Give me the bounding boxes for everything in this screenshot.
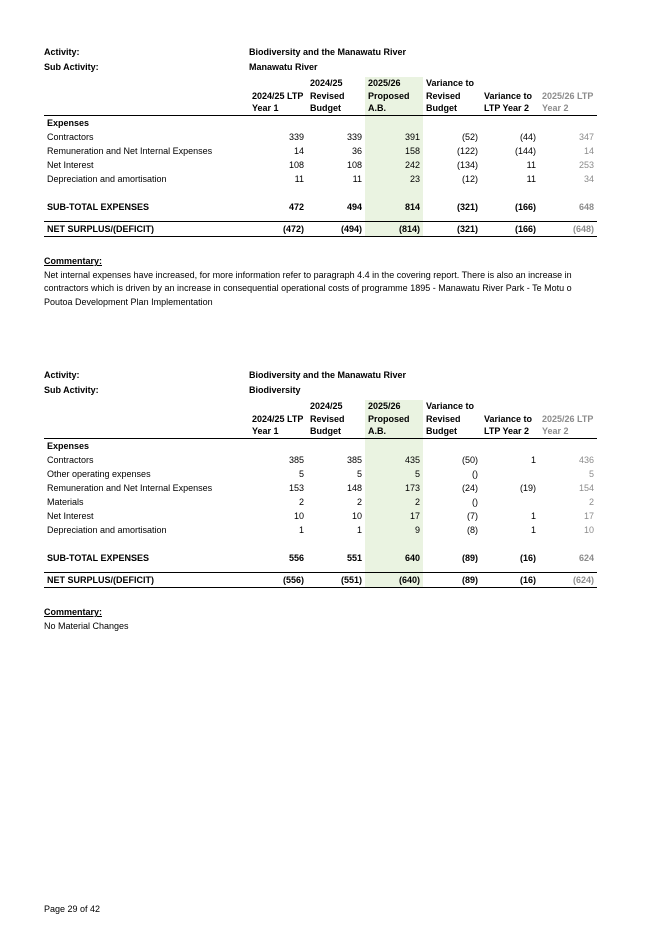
cell-value: 814	[365, 200, 423, 214]
table-row	[44, 467, 597, 481]
cell-value: 36	[351, 146, 362, 157]
cell-value	[481, 467, 539, 481]
net-surplus-row	[44, 222, 597, 237]
header-row	[44, 400, 597, 413]
column-header: 2025/26 LTP	[542, 413, 594, 424]
row-label: Remuneration and Net Internal Expenses	[47, 146, 213, 157]
sub-activity-value: Manawatu River	[249, 62, 318, 72]
column-header: A.B.	[365, 102, 423, 115]
activity-section-1	[44, 47, 597, 309]
cell-value: 1	[298, 525, 304, 536]
cell-value: 23	[365, 172, 423, 186]
cell-value: (556)	[249, 573, 307, 588]
cell-value: (648)	[539, 222, 597, 237]
column-header: Budget	[307, 102, 365, 115]
cell-value: 14	[583, 146, 594, 157]
cell-value: 14	[293, 146, 304, 157]
row-label: Depreciation and amortisation	[47, 525, 167, 536]
column-header: 2025/26	[365, 77, 423, 90]
column-header: LTP Year 2	[481, 102, 539, 115]
row-label: Other operating expenses	[47, 469, 151, 480]
cell-value: (12)	[461, 174, 478, 185]
cell-value: (624)	[539, 573, 597, 588]
cell-value: 17	[583, 511, 594, 522]
cell-value: 648	[578, 202, 594, 213]
row-label: Depreciation and amortisation	[47, 174, 167, 185]
cell-value: 385	[288, 455, 304, 466]
cell-value: 148	[346, 483, 362, 494]
cell-value: 11	[294, 174, 304, 185]
cell-value: 9	[365, 523, 423, 537]
cell-value: 108	[346, 160, 362, 171]
cell-value: 640	[365, 551, 423, 565]
net-label: NET SURPLUS/(DEFICIT)	[44, 573, 249, 588]
cell-value: 10	[351, 511, 362, 522]
column-header: 2025/26	[365, 400, 423, 413]
cell-value: 5	[356, 469, 362, 480]
sub-activity-label: Sub Activity:	[44, 62, 99, 72]
cell-value: 154	[578, 483, 594, 494]
commentary	[44, 255, 597, 309]
cell-value: (814)	[365, 222, 423, 237]
cell-value: (16)	[481, 573, 539, 588]
cell-value: ()	[472, 497, 478, 508]
row-label: Contractors	[47, 455, 94, 466]
cell-value: (551)	[307, 573, 365, 588]
column-header: LTP Year 2	[481, 425, 539, 438]
row-label: Materials	[47, 497, 84, 508]
cell-value: (494)	[307, 222, 365, 237]
net-surplus-row	[44, 573, 597, 588]
activity-label: Activity:	[44, 47, 80, 57]
cell-value: 624	[578, 553, 594, 564]
column-header: Budget	[307, 425, 365, 438]
column-header	[481, 400, 539, 413]
column-header: A.B.	[365, 425, 423, 438]
header-row	[44, 102, 597, 115]
row-label: Contractors	[47, 132, 94, 143]
column-header: 2024/25 LTP	[252, 90, 304, 101]
column-header: Revised	[310, 90, 345, 101]
cell-value: 1	[530, 455, 536, 466]
column-header	[539, 77, 597, 90]
header-row	[44, 413, 597, 426]
activity-value: Biodiversity and the Manawatu River	[249, 370, 407, 380]
subtotal-row	[44, 551, 597, 565]
column-header: Year 2	[539, 425, 597, 438]
header-row	[44, 90, 597, 103]
cell-value: 17	[365, 509, 423, 523]
column-header: Variance to	[426, 78, 475, 88]
cell-value: 5	[365, 467, 423, 481]
cell-value: 347	[578, 132, 594, 143]
column-header: Year 1	[249, 102, 307, 115]
cell-value: 385	[346, 455, 362, 466]
column-header: Revised	[310, 413, 345, 424]
category-label: Expenses	[47, 441, 90, 452]
cell-value: (166)	[481, 222, 539, 237]
column-header: 2025/26 LTP	[542, 90, 594, 101]
cell-value: 11	[352, 174, 362, 185]
cell-value: 1	[356, 525, 362, 536]
cell-value: 10	[583, 525, 594, 536]
financial-table	[44, 77, 597, 237]
column-header: 2024/25	[310, 78, 343, 88]
table-row	[44, 509, 597, 523]
cell-value: (134)	[456, 160, 478, 171]
table-row	[44, 453, 597, 467]
cell-value: 2	[298, 497, 304, 508]
column-header: Revised	[426, 90, 461, 101]
cell-value: 494	[346, 202, 362, 213]
sub-activity-row	[44, 385, 597, 400]
column-header	[249, 400, 307, 413]
cell-value: ()	[472, 469, 478, 480]
column-header: Revised	[426, 413, 461, 424]
cell-value: 253	[578, 160, 594, 171]
cell-value: 5	[588, 469, 594, 480]
cell-value: 1	[530, 525, 536, 536]
table-row	[44, 130, 597, 144]
cell-value: (7)	[467, 511, 478, 522]
sub-activity-label: Sub Activity:	[44, 385, 99, 395]
cell-value: 2	[365, 495, 423, 509]
table-row	[44, 172, 597, 186]
column-header: Year 2	[539, 102, 597, 115]
column-header: Proposed	[365, 90, 423, 103]
column-header: Variance to	[484, 413, 533, 424]
cell-value: (44)	[519, 132, 536, 143]
cell-value: (166)	[514, 202, 536, 213]
cell-value: 108	[288, 160, 304, 171]
column-header: 2024/25	[310, 401, 343, 411]
cell-value: 551	[346, 553, 362, 564]
category-label: Expenses	[47, 118, 90, 129]
row-label: Net Interest	[47, 160, 94, 171]
cell-value: 2	[588, 497, 594, 508]
cell-value: (122)	[456, 146, 478, 157]
column-header	[539, 400, 597, 413]
sub-activity-value: Biodiversity	[249, 385, 301, 395]
cell-value: 173	[365, 481, 423, 495]
cell-value: (52)	[461, 132, 478, 143]
activity-section-2	[44, 370, 597, 633]
column-header: 2024/25 LTP	[252, 413, 304, 424]
table-row	[44, 144, 597, 158]
cell-value: 11	[526, 174, 536, 185]
cell-value: 1	[530, 511, 536, 522]
cell-value: (24)	[461, 483, 478, 494]
cell-value: 339	[288, 132, 304, 143]
cell-value: (19)	[519, 483, 536, 494]
activity-row	[44, 370, 597, 385]
cell-value: 472	[288, 202, 304, 213]
commentary-heading: Commentary:	[44, 607, 103, 618]
cell-value	[481, 495, 539, 509]
activity-row	[44, 47, 597, 62]
commentary-text: No Material Changes	[44, 620, 129, 631]
commentary-heading: Commentary:	[44, 256, 103, 267]
cell-value: (8)	[467, 525, 478, 536]
table-row	[44, 495, 597, 509]
column-header: Budget	[423, 425, 481, 438]
cell-value: (640)	[365, 573, 423, 588]
column-header: Budget	[423, 102, 481, 115]
cell-value: (89)	[461, 553, 478, 564]
cell-value: 158	[365, 144, 423, 158]
cell-value: 11	[526, 160, 536, 171]
cell-value: 10	[293, 511, 304, 522]
column-header: Proposed	[365, 413, 423, 426]
sub-activity-row	[44, 62, 597, 77]
column-header	[481, 77, 539, 90]
cell-value: 153	[288, 483, 304, 494]
cell-value: 2	[356, 497, 362, 508]
cell-value: 339	[346, 132, 362, 143]
cell-value: (321)	[423, 222, 481, 237]
table-row	[44, 481, 597, 495]
subtotal-label: SUB-TOTAL EXPENSES	[47, 553, 150, 564]
category-row	[44, 116, 597, 131]
net-label: NET SURPLUS/(DEFICIT)	[44, 222, 249, 237]
category-row	[44, 439, 597, 454]
financial-table	[44, 400, 597, 588]
cell-value: (89)	[423, 573, 481, 588]
table-row	[44, 523, 597, 537]
column-header: Variance to	[426, 401, 475, 411]
cell-value: 5	[298, 469, 304, 480]
cell-value: 391	[365, 130, 423, 144]
cell-value: (50)	[461, 455, 478, 466]
cell-value: 436	[578, 455, 594, 466]
subtotal-label: SUB-TOTAL EXPENSES	[47, 202, 150, 213]
commentary	[44, 606, 597, 633]
cell-value: 34	[583, 174, 594, 185]
commentary-text: Net internal expenses have increased, for more information refer to paragraph 4.4 in the covering report. There is also an increase in contractors which is driven by an increase in consequential operational costs of programme 1895 - Manawatu River Park - Te Motu o Poutoa Development Plan Implementation	[44, 269, 572, 307]
header-row	[44, 77, 597, 90]
cell-value: (472)	[249, 222, 307, 237]
cell-value: 242	[365, 158, 423, 172]
cell-value: (321)	[456, 202, 478, 213]
cell-value: 435	[365, 453, 423, 467]
activity-value: Biodiversity and the Manawatu River	[249, 47, 407, 57]
cell-value: (16)	[519, 553, 536, 564]
column-header: Year 1	[249, 425, 307, 438]
subtotal-row	[44, 200, 597, 214]
cell-value: 556	[288, 553, 304, 564]
row-label: Remuneration and Net Internal Expenses	[47, 483, 213, 494]
activity-label: Activity:	[44, 370, 80, 380]
column-header: Variance to	[484, 90, 533, 101]
header-row	[44, 425, 597, 438]
page-number: Page 29 of 42	[44, 904, 101, 914]
table-row	[44, 158, 597, 172]
column-header	[249, 77, 307, 90]
cell-value: (144)	[514, 146, 536, 157]
row-label: Net Interest	[47, 511, 94, 522]
